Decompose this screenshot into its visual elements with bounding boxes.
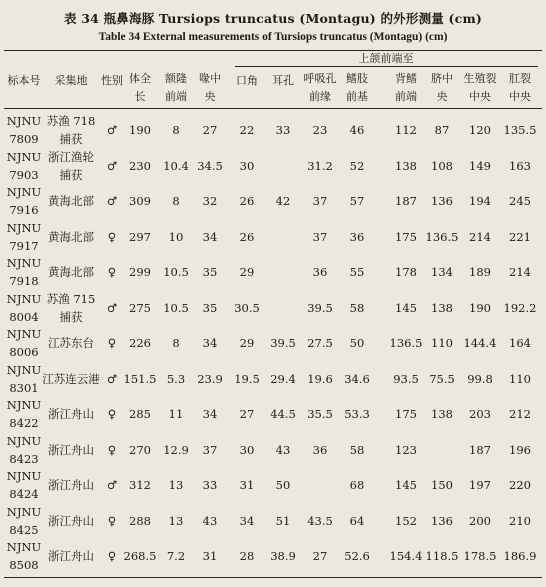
column-header: 性别 bbox=[101, 74, 123, 87]
measurement-value: 34.5 bbox=[197, 158, 223, 173]
specimen-id-number: 7809 bbox=[9, 132, 39, 146]
sex-symbol: ♀ bbox=[107, 265, 117, 279]
sex-symbol: ♀ bbox=[107, 336, 117, 350]
measurement-value: 123 bbox=[395, 442, 417, 457]
measurement-value: 151.5 bbox=[123, 371, 157, 386]
measurement-value: 29 bbox=[239, 336, 255, 350]
measurement-value: 26 bbox=[239, 229, 255, 244]
measurement-value: 187 bbox=[469, 442, 491, 457]
measurement-value: 190 bbox=[469, 300, 491, 315]
column-header: 中央 bbox=[469, 90, 491, 103]
measurement-value: 149 bbox=[469, 158, 491, 173]
measurement-value: 135.5 bbox=[503, 123, 537, 137]
measurement-value: 39.5 bbox=[307, 300, 333, 315]
measurement-value: 27 bbox=[312, 549, 328, 563]
specimen-id-number: 8006 bbox=[9, 345, 39, 359]
measurement-value: 39.5 bbox=[270, 336, 296, 350]
measurement-value: 23 bbox=[312, 123, 328, 137]
specimen-id: NJNU bbox=[6, 256, 42, 270]
measurement-value: 210 bbox=[509, 513, 531, 528]
collection-locality: 黄海北部 bbox=[48, 265, 94, 279]
measurement-value: 136.5 bbox=[425, 229, 459, 244]
measurement-value: 29.4 bbox=[270, 371, 296, 386]
measurement-value: 163 bbox=[509, 158, 531, 173]
column-header: 背鳍 bbox=[395, 72, 417, 85]
specimen-id-number: 8004 bbox=[9, 309, 39, 324]
measurement-value: 31 bbox=[239, 478, 255, 492]
specimen-id: NJNU bbox=[6, 362, 42, 377]
measurement-value: 7.2 bbox=[166, 549, 186, 563]
sex-symbol: ♂ bbox=[106, 478, 118, 492]
measurement-value: 268.5 bbox=[123, 549, 157, 563]
column-header: 额隆 bbox=[165, 72, 187, 85]
measurement-value: 46 bbox=[349, 123, 365, 137]
measurement-value: 22 bbox=[239, 123, 255, 137]
column-header: 前基 bbox=[346, 90, 368, 103]
measurement-value: 136 bbox=[431, 194, 453, 208]
measurement-value: 35.5 bbox=[307, 407, 333, 421]
specimen-id-number: 8301 bbox=[9, 380, 39, 395]
specimen-id: NJNU bbox=[6, 149, 42, 164]
sex-symbol: ♂ bbox=[106, 123, 118, 137]
measurement-value: 29 bbox=[239, 265, 255, 279]
specimen-id: NJNU bbox=[6, 504, 42, 519]
measurement-value: 8 bbox=[172, 194, 180, 208]
specimen-id-number: 8423 bbox=[9, 451, 39, 466]
measurement-value: 138 bbox=[395, 158, 417, 173]
measurement-value: 226 bbox=[129, 336, 151, 350]
measurement-value: 178 bbox=[395, 265, 417, 279]
collection-locality: 捕获 bbox=[59, 309, 83, 324]
measurement-value: 53.3 bbox=[344, 407, 370, 421]
column-header: 前端 bbox=[165, 90, 187, 103]
sex-symbol: ♀ bbox=[107, 229, 117, 244]
collection-locality: 浙江舟山 bbox=[48, 442, 94, 457]
sex-symbol: ♀ bbox=[107, 513, 117, 528]
measurement-value: 10.4 bbox=[163, 158, 189, 173]
measurement-value: 138 bbox=[431, 407, 453, 421]
measurement-value: 35 bbox=[202, 300, 218, 315]
collection-locality: 黄海北部 bbox=[48, 194, 94, 208]
measurement-value: 138 bbox=[431, 300, 453, 315]
specimen-id: NJNU bbox=[6, 540, 42, 554]
measurement-value: 42 bbox=[275, 194, 291, 208]
column-header: 前端 bbox=[395, 90, 417, 103]
column-header: 央 bbox=[204, 90, 216, 103]
measurement-value: 27.5 bbox=[307, 336, 333, 350]
top-rule bbox=[4, 50, 542, 51]
specimen-id-number: 8508 bbox=[9, 558, 39, 572]
measurement-value: 36 bbox=[349, 229, 365, 244]
measurement-value: 37 bbox=[202, 442, 218, 457]
sex-symbol: ♂ bbox=[106, 194, 118, 208]
collection-locality: 苏渔 718 bbox=[46, 114, 96, 128]
measurement-value: 58 bbox=[349, 442, 365, 457]
measurement-value: 37 bbox=[312, 194, 328, 208]
measurement-value: 44.5 bbox=[270, 407, 296, 421]
measurement-value: 37 bbox=[312, 229, 328, 244]
measurement-value: 136 bbox=[431, 513, 453, 528]
sex-symbol: ♀ bbox=[107, 442, 117, 457]
measurement-value: 51 bbox=[275, 513, 291, 528]
measurement-value: 43 bbox=[202, 513, 218, 528]
measurement-value: 10.5 bbox=[163, 300, 189, 315]
measurement-value: 245 bbox=[509, 194, 531, 208]
specimen-id-number: 8425 bbox=[9, 522, 39, 537]
column-header: 肛裂 bbox=[509, 72, 531, 85]
header-rule bbox=[4, 108, 542, 109]
measurement-value: 50 bbox=[349, 336, 365, 350]
measurement-value: 312 bbox=[129, 478, 151, 492]
sex-symbol: ♂ bbox=[106, 300, 118, 315]
collection-locality: 浙江舟山 bbox=[48, 407, 94, 421]
measurement-value: 110 bbox=[431, 336, 453, 350]
column-header: 标本号 bbox=[7, 74, 41, 87]
measurement-value: 192.2 bbox=[503, 300, 537, 315]
column-header: 中央 bbox=[509, 90, 531, 103]
table-title-en: Table 34 External measurements of Tursiops truncatus (Montagu) (cm) bbox=[98, 31, 448, 43]
measurement-value: 8 bbox=[172, 123, 180, 137]
column-header: 体全 bbox=[129, 72, 151, 85]
measurement-value: 27 bbox=[239, 407, 255, 421]
measurement-value: 19.6 bbox=[307, 371, 333, 386]
measurement-value: 120 bbox=[469, 123, 491, 137]
measurement-value: 309 bbox=[129, 194, 151, 208]
sex-symbol: ♀ bbox=[107, 549, 117, 563]
measurement-value: 134 bbox=[431, 265, 453, 279]
measurement-value: 43.5 bbox=[307, 513, 333, 528]
measurement-value: 145 bbox=[395, 478, 417, 492]
specimen-id: NJNU bbox=[6, 398, 42, 412]
measurement-value: 36 bbox=[312, 265, 328, 279]
measurement-value: 30 bbox=[239, 442, 255, 457]
measurement-value: 31 bbox=[202, 549, 218, 563]
specimen-id: NJNU bbox=[6, 185, 42, 199]
measurement-value: 200 bbox=[469, 513, 491, 528]
column-header: 呼吸孔 bbox=[303, 72, 337, 85]
measurement-value: 145 bbox=[395, 300, 417, 315]
measurement-value: 52 bbox=[349, 158, 365, 173]
measurement-value: 26 bbox=[239, 194, 255, 208]
sex-symbol: ♂ bbox=[106, 158, 118, 173]
bottom-rule bbox=[4, 577, 542, 578]
column-header: 鳍肢 bbox=[346, 72, 368, 85]
measurement-value: 99.8 bbox=[467, 371, 493, 386]
collection-locality: 浙江舟山 bbox=[48, 478, 94, 492]
collection-locality: 江苏东台 bbox=[48, 336, 94, 350]
sex-symbol: ♂ bbox=[106, 371, 118, 386]
measurement-value: 32 bbox=[202, 194, 218, 208]
measurement-value: 36 bbox=[312, 442, 328, 457]
measurement-value: 13 bbox=[168, 513, 184, 528]
table-title-cn: 表 34 瓶鼻海豚 Tursiops truncatus (Montagu) 的外形测量 (cm) bbox=[64, 11, 482, 26]
measurement-value: 152 bbox=[395, 513, 417, 528]
measurement-value: 196 bbox=[509, 442, 531, 457]
specimen-id: NJNU bbox=[6, 469, 42, 483]
measurement-value: 299 bbox=[129, 265, 151, 279]
measurement-value: 34.6 bbox=[344, 371, 370, 386]
measurement-value: 178.5 bbox=[463, 549, 497, 563]
measurement-value: 33 bbox=[275, 123, 291, 137]
column-header: 喙中 bbox=[199, 72, 221, 85]
measurement-value: 28 bbox=[239, 549, 255, 563]
measurement-value: 175 bbox=[395, 229, 417, 244]
sex-symbol: ♀ bbox=[107, 407, 117, 421]
measurement-value: 19.5 bbox=[234, 371, 260, 386]
measurement-value: 175 bbox=[395, 407, 417, 421]
measurement-value: 23.9 bbox=[197, 371, 223, 386]
specimen-id-number: 8422 bbox=[9, 416, 39, 430]
measurement-value: 10 bbox=[168, 229, 184, 244]
collection-locality: 捕获 bbox=[59, 167, 83, 182]
collection-locality: 浙江渔轮 bbox=[48, 149, 94, 164]
measurement-value: 214 bbox=[509, 265, 531, 279]
measurement-value: 35 bbox=[202, 265, 218, 279]
measurement-value: 118.5 bbox=[425, 549, 459, 563]
measurement-value: 214 bbox=[469, 229, 491, 244]
measurement-value: 136.5 bbox=[389, 336, 423, 350]
specimen-id-number: 7903 bbox=[9, 167, 39, 182]
measurement-value: 75.5 bbox=[429, 371, 455, 386]
measurement-value: 5.3 bbox=[166, 371, 186, 386]
measurement-value: 194 bbox=[469, 194, 491, 208]
collection-locality: 黄海北部 bbox=[48, 229, 94, 244]
measurement-value: 220 bbox=[509, 478, 531, 492]
measurement-value: 52.6 bbox=[344, 549, 370, 563]
measurement-value: 212 bbox=[509, 407, 531, 421]
measurement-value: 31.2 bbox=[307, 158, 333, 173]
column-header: 口角 bbox=[236, 74, 258, 87]
measurement-value: 186.9 bbox=[503, 549, 537, 563]
measurement-value: 34 bbox=[239, 513, 255, 528]
collection-locality: 江苏连云港 bbox=[42, 371, 100, 386]
measurement-value: 187 bbox=[395, 194, 417, 208]
measurement-value: 108 bbox=[431, 158, 453, 173]
measurement-value: 197 bbox=[469, 478, 491, 492]
column-header: 长 bbox=[134, 90, 146, 103]
specimen-id: NJNU bbox=[6, 433, 42, 448]
specimen-id-number: 7917 bbox=[9, 238, 39, 253]
collection-locality: 浙江舟山 bbox=[48, 513, 94, 528]
measurement-value: 33 bbox=[202, 478, 218, 492]
measurement-value: 27 bbox=[202, 123, 218, 137]
specimen-id-number: 7918 bbox=[9, 274, 39, 288]
measurement-value: 87 bbox=[434, 123, 450, 137]
measurement-value: 110 bbox=[509, 371, 531, 386]
specimen-id: NJNU bbox=[6, 327, 42, 341]
measurement-value: 38.9 bbox=[270, 549, 296, 563]
column-header: 前缘 bbox=[309, 90, 331, 103]
measurement-value: 164 bbox=[509, 336, 531, 350]
measurement-value: 297 bbox=[129, 229, 151, 244]
column-header: 生殖裂 bbox=[463, 72, 497, 85]
measurement-value: 150 bbox=[431, 478, 453, 492]
collection-locality: 苏渔 715 bbox=[46, 291, 96, 306]
measurement-value: 30.5 bbox=[234, 300, 260, 315]
measurement-value: 270 bbox=[129, 442, 151, 457]
measurement-value: 34 bbox=[202, 229, 218, 244]
specimen-id: NJNU bbox=[6, 114, 42, 128]
measurement-value: 189 bbox=[469, 265, 491, 279]
group-header: 上颌前端至 bbox=[358, 52, 414, 65]
measurement-value: 154.4 bbox=[389, 549, 423, 563]
group-header-rule bbox=[235, 66, 538, 67]
measurement-value: 43 bbox=[275, 442, 291, 457]
measurement-value: 285 bbox=[129, 407, 151, 421]
column-header: 耳孔 bbox=[272, 74, 294, 87]
measurement-value: 57 bbox=[349, 194, 365, 208]
measurement-value: 221 bbox=[509, 229, 531, 244]
measurement-value: 34 bbox=[202, 336, 218, 350]
specimen-id: NJNU bbox=[6, 220, 42, 235]
measurement-value: 34 bbox=[202, 407, 218, 421]
measurement-value: 68 bbox=[349, 478, 365, 492]
collection-locality: 捕获 bbox=[59, 132, 83, 146]
specimen-id-number: 7916 bbox=[9, 203, 39, 217]
measurement-value: 10.5 bbox=[163, 265, 189, 279]
measurement-value: 11 bbox=[168, 407, 184, 421]
measurement-value: 64 bbox=[349, 513, 365, 528]
column-header: 采集地 bbox=[54, 74, 88, 87]
measurement-value: 30 bbox=[239, 158, 255, 173]
measurement-value: 112 bbox=[395, 123, 417, 137]
collection-locality: 浙江舟山 bbox=[48, 549, 94, 563]
column-header: 央 bbox=[436, 90, 448, 103]
measurement-value: 12.9 bbox=[163, 442, 189, 457]
measurement-value: 203 bbox=[469, 407, 491, 421]
specimen-id-number: 8424 bbox=[9, 487, 39, 501]
measurement-value: 58 bbox=[349, 300, 365, 315]
measurement-value: 50 bbox=[275, 478, 291, 492]
measurement-value: 13 bbox=[168, 478, 184, 492]
measurement-value: 288 bbox=[129, 513, 151, 528]
measurement-value: 8 bbox=[172, 336, 180, 350]
measurement-value: 275 bbox=[129, 300, 151, 315]
measurement-value: 144.4 bbox=[463, 336, 497, 350]
measurement-value: 190 bbox=[129, 123, 151, 137]
column-header: 脐中 bbox=[431, 72, 453, 85]
measurement-value: 93.5 bbox=[393, 371, 419, 386]
measurement-value: 55 bbox=[349, 265, 365, 279]
specimen-id: NJNU bbox=[6, 291, 42, 306]
measurement-value: 230 bbox=[129, 158, 151, 173]
